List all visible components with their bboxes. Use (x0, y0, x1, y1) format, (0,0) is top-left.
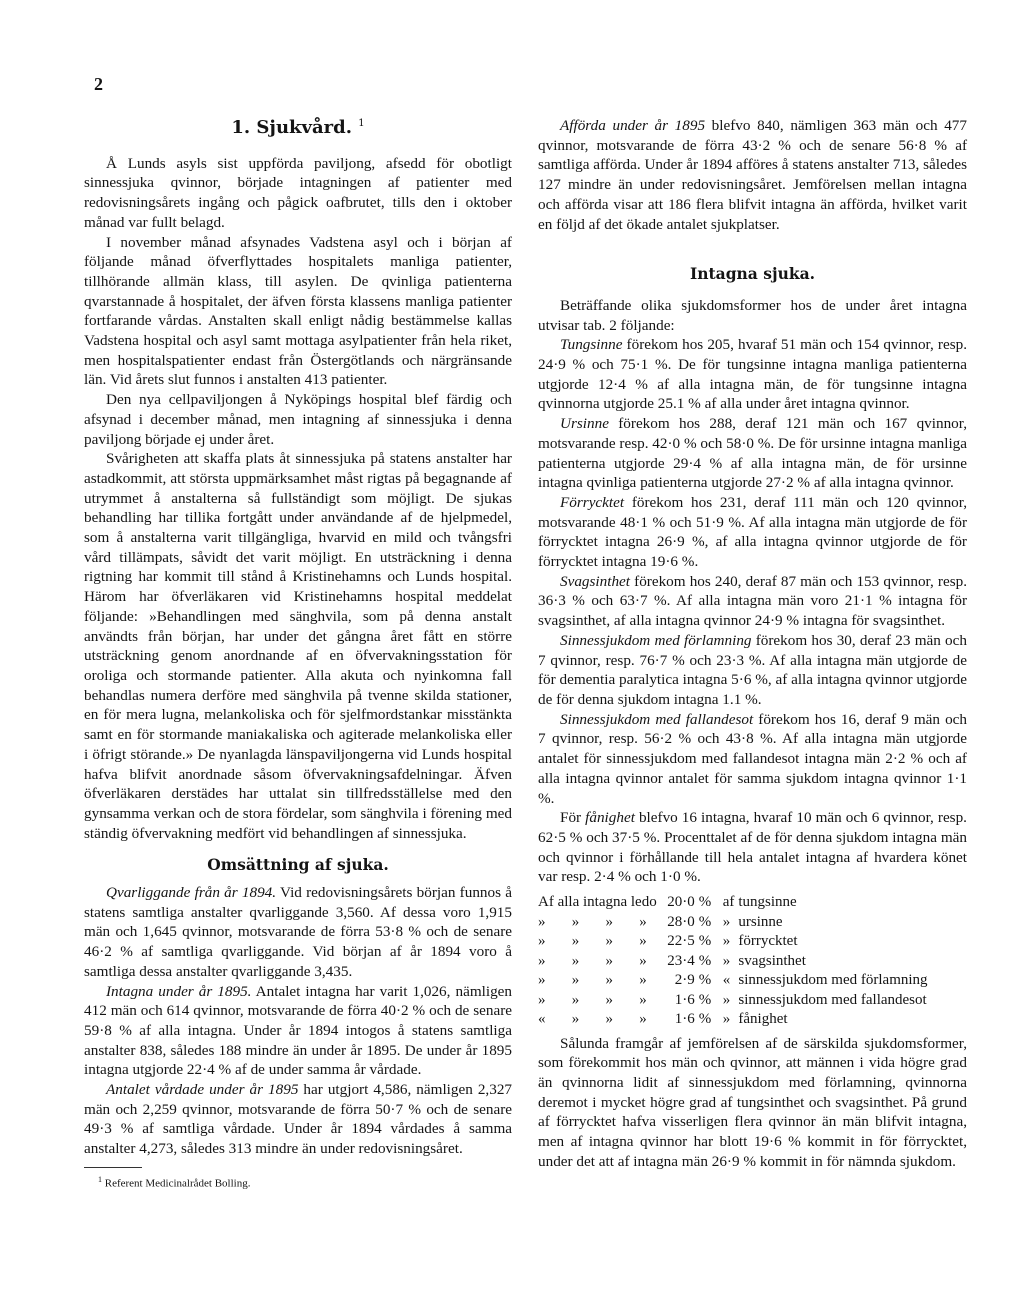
table-cell-pct: % (698, 972, 712, 989)
table-cell-value: 2·9 (674, 972, 695, 989)
table-cell-value: 1·6 (674, 991, 695, 1008)
table-cell-connector: » (722, 913, 731, 930)
paragraph: I november månad afsynades Vadstena asyl och i början af följande månad öfverflyttades hospitalets manliga patienter, tillhörande allmän klass, till asylen. De qvinliga patienterna qvarstannade å hospitalet, der äfven första klassens manliga patienter fortfarande vårdas. Anstalten skall enligt nådig bestämmelse kallas Vadstena hospital och asyl samt mottaga asylpatienter från hela riket, men hospitalspatienter endast från Östergötlands och närgränsande län. Vid årets slut funnos i anstalten 413 patienter. (84, 233, 512, 389)
paragraph: Intagna under år 1895. Antalet intagna har varit 1,026, nämligen 412 män och 614 qvinnor, motsvarande de förra 40·2 % och de senare 59·8 % af alla intagna. Under år 1894 intogos å statens samtliga anstalter 838, således 188 mindre än under år 1895. De under år 1895 intagna utgjorde 22·4 % af de under samma år vårdade. (84, 982, 512, 1079)
section-heading-intagna-sjuka: Intagna sjuka. (689, 264, 816, 284)
section-heading-omsattning: Omsättning af sjuka. (207, 855, 389, 875)
left-column (84, 114, 512, 1191)
table-cell-prefix: » » » » (538, 972, 647, 989)
table-cell-prefix: » » » » (538, 913, 647, 930)
table-cell-pct: % (698, 913, 712, 930)
table-cell-connector: » (722, 991, 731, 1008)
table-cell-value: 22·5 (667, 933, 695, 950)
paragraph: Förrycktet förekom hos 231, deraf 111 män och 120 qvinnor, motsvarande 48·1 % och 51·9 %. Af alla intagna män utgjorde de för förrycktet intagna 26·9 %, af alla intagna qvinnor utgjorde de för förrycktet intagna 19·6 %. (538, 493, 967, 571)
table-cell-prefix: Af alla intagna ledo (538, 894, 657, 911)
paragraph: Antalet vårdade under år 1895 har utgjort 4,586, nämligen 2,327 män och 2,259 qvinnor, motsvarande de förra 50·7 % och de senare 49·3 % af samtliga vårdade. Under år 1894 vårdades å samma anstalter 4,273, således 313 mindre än under redovisningsåret. (84, 1081, 513, 1158)
paragraph: Ursinne förekom hos 288, deraf 121 män och 167 qvinnor, motsvarande resp. 42·0 % och 58·0 %. De för ursinne intagna manliga patienterna utgjorde 29·4 % af alla intagna män, de för ursinne intagna qvinliga patienterna utgjorde 27·2 % af alla intagna qvinnor. (538, 415, 967, 492)
table-cell-value: 20·0 (667, 894, 695, 911)
paragraph: Qvarliggande från år 1894. Vid redovisningsårets början funnos å statens samtliga anstalter qvarliggande 3,560. Af dessa voro 1,915 män och 1,645 qvinnor, motsvarande de förra 53·8 % och de senare 46·2 % af samtliga qvarliggande. Vid början af år 1894 voro å samtliga dessa anstalter qvarliggande 3,435. (84, 884, 512, 980)
table-cell-label: sinnessjukdom med fallandesot (738, 991, 927, 1008)
table-row (538, 971, 932, 991)
section-heading-sjukvard: 1. Sjukvård. $^1$ (231, 117, 365, 138)
table-cell-prefix: » » » » (538, 952, 647, 969)
paragraph: Svagsinthet förekom hos 240, deraf 87 män och 153 qvinnor, resp. 36·3 % och 63·7 %. Af alla intagna män voro 21·1 % intagna för svagsinthet, af alla intagna qvinnor 24·9 % intagna för svagsinthet. (538, 572, 967, 630)
table-cell-prefix: » » » » (538, 933, 647, 950)
table-cell-value: 23·4 (667, 952, 695, 969)
paragraph: Sinnessjukdom med fallandesot förekom hos 16, deraf 9 män och 7 qvinnor, resp. 56·2 % och 43·8 %. Af alla intagna män utgjorde antalet för sinnessjukdom med fallandesot intagna män 2·2 % och af alla intagna qvinnor antalet för samma sjukdom intagna qvinnor 1·1 %. (538, 710, 967, 807)
footnote-marker: 1 (358, 118, 365, 129)
table-row (538, 1010, 932, 1030)
table-row (538, 893, 932, 913)
table-cell-label: förrycktet (738, 933, 798, 950)
paragraph: Tungsinne förekom hos 205, hvaraf 51 män och 154 qvinnor, resp. 24·9 % och 75·1 %. De för tungsinne intagna manliga patienterna utgjorde 12·4 % af alla intagna män, de för tungsinne intagna qvinnorna utgjorde 25.1 % af alla under året intagna qvinnor. (538, 336, 967, 413)
table-cell-prefix: « » » » (538, 1011, 647, 1028)
table-cell-pct: % (698, 1011, 712, 1028)
table-cell-pct: % (698, 991, 712, 1008)
paragraph: Å Lunds asyls sist uppförda paviljong, afsedd för obotligt sinnessjuka qvinnor, började intagningen af patienter med redovisningsårets ingång och pågick oafbrutet, tills den i oktober månad var fullt belagd. (84, 154, 512, 231)
table-cell-prefix: » » » » (538, 991, 647, 1008)
table-cell-value: 28·0 (667, 913, 695, 930)
table-cell-label: tungsinne (738, 894, 797, 911)
page-number: 2 (94, 74, 103, 94)
table-cell-connector: « (722, 972, 731, 989)
paragraph: Beträffande olika sjukdomsformer hos de under året intagna utvisar tab. 2 följande: (538, 296, 967, 334)
summary-table (538, 893, 932, 1030)
table-cell-pct: % (698, 952, 712, 969)
table-row (538, 932, 932, 952)
table-cell-connector: af (722, 894, 735, 911)
footnote-divider (84, 1167, 142, 1168)
footnote: $^1$ Referent Medicinalrådet Bolling. (98, 1174, 251, 1190)
table-cell-pct: % (698, 894, 712, 911)
table-cell-value: 1·6 (674, 1011, 695, 1028)
table-row (538, 913, 932, 933)
table-cell-connector: » (722, 952, 731, 969)
table-row (538, 991, 932, 1011)
paragraph: Afförda under år 1895 blefvo 840, nämligen 363 män och 477 qvinnor, motsvarande de förra 43·2 % och de senare 56·8 % af samtliga afförda. Under år 1894 afföres å statens anstalter 713, således 127 mindre än under redovisningsåret. Jemförelsen mellan intagna och afförda visar att 186 flera blifvit intagna än afförda, hvilket varit en följd af det ökade antalet sjukplatser. (538, 117, 967, 233)
table-row (538, 952, 932, 972)
table-cell-pct: % (698, 933, 712, 950)
table-cell-label: sinnessjukdom med förlamning (738, 972, 928, 989)
paragraph: Svårigheten att skaffa plats åt sinnessjuka på statens anstalter har astadkommit, att största uppmärksamhet måst rigtas på begagnande af utrymmet å anstalterna så fullständigt som möjligt. De sjukas behandling har tillika fortgått under användande af de hjelpmedel, som å anstalterna varit tillgängliga, hvarvid en mild och tvångsfri vård tillämpats, såvidt det varit möjligt. En utsträckning i denna rigtning har kommit till stånd å Kristinehamns och Lunds hospital. Härom har öfverläkaren vid Kristinehamns hospital meddelat följande: »Behandlingen med sänghvila, som på denna anstalt användts från början, har under det gångna året fått en större utsträckning genom anordnande af en öfvervakningsstation för oroliga och stormande patienter. Alla akuta och nyinkomna fall behandlas numera derföre med sänghvila på tvenne skilda stationer, en för mera lugna, melankoliska och för sjelfmordstankar misstänkta samt en för stormande maniakaliska och agiterade melankoliska eller i öfrigt störande.» De nyanlagda länspaviljongerna vid Lunds hospital hafva blifvit anordnade såsom öfvervakningsafdelningar. Äfven öfverläkaren derstädes har uttalat sin tillfredsställelse med den gynsamma verkan och de stora fördelar, som sänghvila i förening med ständig öfvervakning medfört vid behandlingen af sinnessjuka. (84, 450, 512, 842)
paragraph: Sålunda framgår af jemförelsen af de särskilda sjukdomsformer, som förekommit hos män och qvinnor, att männen i vida högre grad än qvinnorna lidit af sinnessjukdom med förlamning, qvinnorna deremot i mycket högre grad af tungsinthet och svagsinthet. På grund af förrycktet hafva visserligen flera qvinnor än män blifvit intagna, men af intagna qvinnor har blott 19·6 % kommit in för förrycktet, under det att af intagna män 26·9 % kommit in för nämnda sjukdom. (538, 1034, 967, 1170)
table-cell-connector: » (722, 933, 731, 950)
table-cell-label: fånighet (738, 1011, 788, 1028)
table-cell-label: ursinne (738, 913, 783, 930)
table-cell-label: svagsinthet (738, 952, 806, 969)
paragraph: Sinnessjukdom med förlamning förekom hos 30, deraf 23 män och 7 qvinnor, resp. 76·7 % och 23·3 %. Af alla intagna män utgjorde de för dementia paralytica intagna 5·6 %, af alla intagna qvinnor utgjorde de för denna sjukdom intagna 1.1 %. (538, 631, 967, 708)
paragraph: Den nya cellpaviljongen å Nyköpings hospital blef färdig och afsynad i december månad, men intagning af sinnessjuka i denna paviljong började ej under året. (84, 391, 512, 448)
table-cell-connector: » (722, 1011, 731, 1028)
right-column (538, 116, 967, 1171)
paragraph: För fånighet blefvo 16 intagna, hvaraf 10 män och 6 qvinnor, resp. 62·5 % och 37·5 %. Procenttalet af de för denna sjukdom intagna män och qvinnor i förhållande till hela antalet intagna af hvardera könet var resp. 2·4 % och 1·0 %. (538, 809, 967, 886)
